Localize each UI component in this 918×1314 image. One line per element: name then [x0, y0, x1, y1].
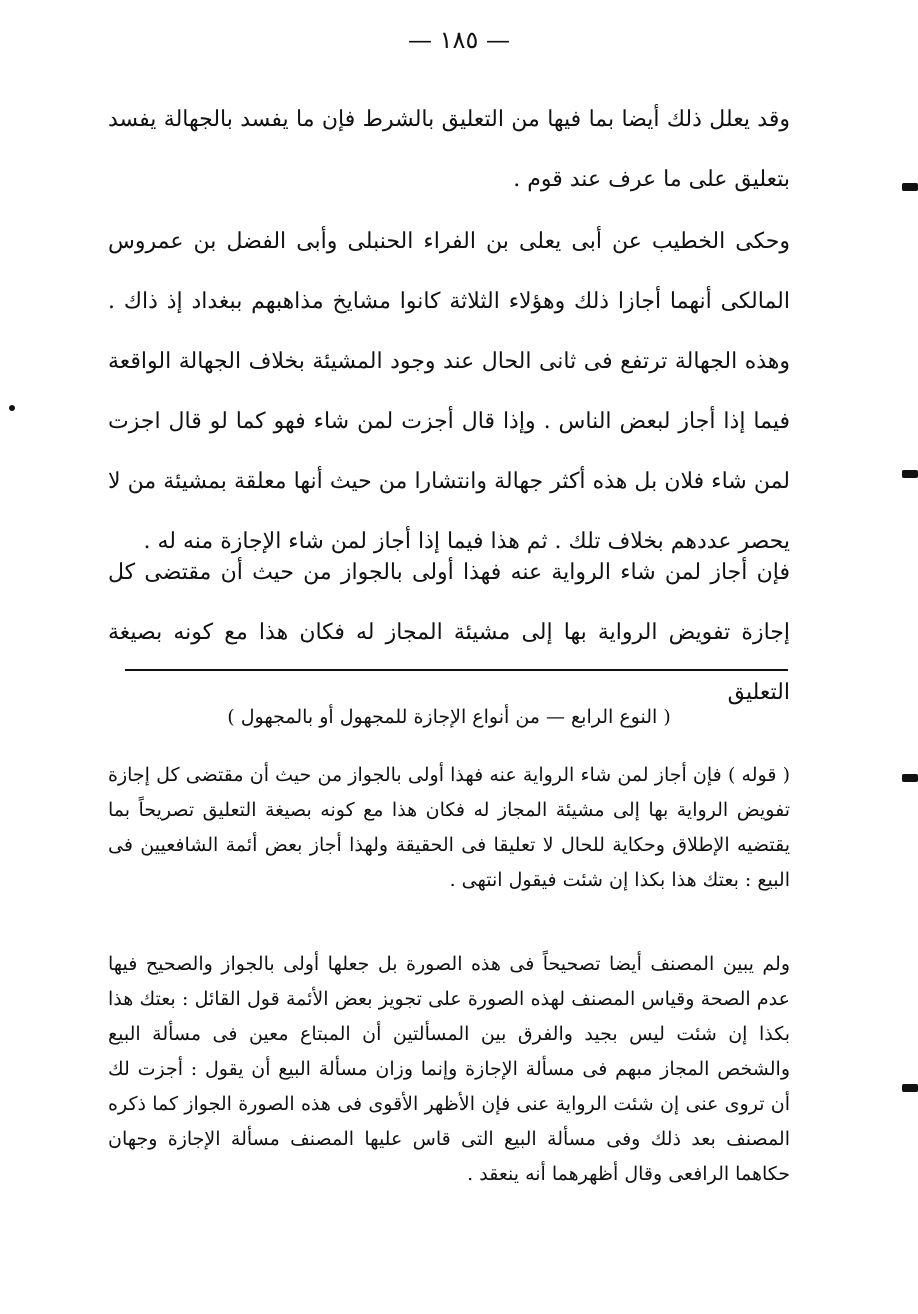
note-paragraph-2 [108, 947, 790, 1192]
margin-mark [902, 183, 918, 191]
main-paragraph-2-text: وحكى الخطيب عن أبى يعلى بن الفراء الحنبلى وأبى الفضل بن عمروس المالكى أنهما أجازا ذلك وهؤلاء الثلاثة كانوا مشايخ مذاهبهم ببغداد إذ ذاك . وهذه الجهالة ترتفع فى ثانى الحال عند وجود المشيئة بخلاف الجهالة الواقعة فيما إذا أجاز لبعض الناس . وإذا قال أجزت لمن شاء فهو كما لو قال اجزت لمن شاء فلان بل هذه أكثر جهالة وانتشارا من حيث أنها معلقة بمشيئة من لا يحصر عددهم بخلاف تلك . ثم هذا فيما إذا أجاز لمن شاء الإجازة منه له . [108, 229, 790, 554]
main-paragraph-3-text: فإن أجاز لمن شاء الرواية عنه فهذا أولى بالجواز من حيث أن مقتضى كل إجازة تفويض الرواية بها إلى مشيئة المجاز له فكان هذا مع كونه بصيغة التعليق [108, 560, 790, 705]
note-paragraph-1-text: ( قوله ) فإن أجاز لمن شاء الرواية عنه فهذا أولى بالجواز من حيث أن مقتضى كل إجازة تفويض الرواية بها إلى مشيئة المجاز له فكان هذا مع كونه بصيغة التعليق تصريحاً بما يقتضيه الإطلاق وحكاية للحال لا تعليقا فى الحقيقة ولهذا أجاز بعض أئمة الشافعيين فى البيع : بعتك هذا بكذا إن شئت فيقول انتهى . [108, 764, 790, 891]
note-paragraph-1 [108, 758, 790, 898]
main-paragraph-2 [108, 212, 790, 572]
footnote-divider [125, 669, 788, 671]
margin-mark [902, 470, 918, 478]
main-paragraph-3 [108, 543, 790, 723]
main-paragraph-1-text: وقد يعلل ذلك أيضا بما فيها من التعليق بالشرط فإن ما يفسد بالجهالة يفسد بتعليق على ما عرف عند قوم . [108, 107, 790, 192]
margin-dot [9, 405, 15, 411]
note-paragraph-2-text: ولم يبين المصنف أيضا تصحيحاً فى هذه الصورة بل جعلها أولى بالجواز والصحيح فيها عدم الصحة وقياس المصنف لهذه الصورة على تجويز بعض الأئمة قول القائل : بعتك هذا بكذا إن شئت ليس بجيد والفرق بين المسألتين أن المبتاع معين فى مسألة البيع والشخص المجاز مبهم فى مسألة الإجازة وإنما وزان مسألة البيع أن يقول : أجزت لك أن تروى عنى إن شئت الرواية عنى فإن الأظهر الأقوى فى هذه الصورة الجواز كما ذكره المصنف بعد ذلك وفى مسألة البيع التى قاس عليها المصنف مسألة الإجازة وجهان حكاهما الرافعى وقال أظهرهما أنه ينعقد . [108, 953, 790, 1185]
margin-mark [902, 1084, 918, 1092]
page-number: — ١٨٥ — [408, 26, 510, 54]
margin-mark [902, 774, 918, 782]
note-section-heading: ( النوع الرابع — من أنواع الإجازة للمجهول أو بالمجهول ) [227, 706, 671, 728]
main-paragraph-1 [108, 90, 790, 210]
